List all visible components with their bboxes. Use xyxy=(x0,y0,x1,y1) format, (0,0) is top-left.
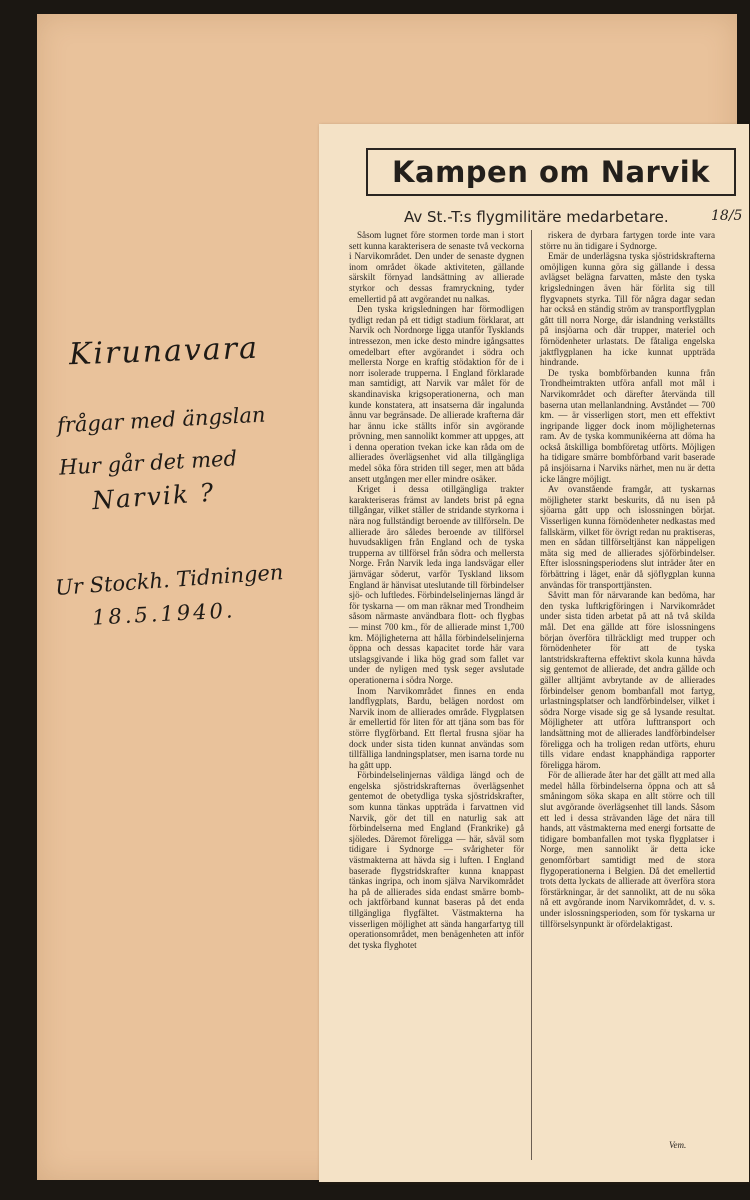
article-paragraph: riskera de dyrbara fartygen torde inte vara större nu än tidigare i Sydnorge. xyxy=(540,230,715,251)
article-paragraph: De tyska bombförbanden kunna från Trondheimtrakten utföra anfall mot mål i Narvikområdet och därefter återvända till baserna utan mellanlandning. Avståndet — 700 km. — är visserligen stort, men ett effektivt ingripande ligger dock inom möjligheternas ram. Av de tyska kommunikéerna att döma ha också åtskilliga bombföretag utförts. Möjligen ha tidigare smärre bombförband varit baserade på insjöisarna i Narviks närhet, men nu är detta icke längre möjligt. xyxy=(540,367,715,484)
byline: Av St.-T:s flygmilitäre medarbetare. xyxy=(404,208,669,226)
article-paragraph: För de allierade åter har det gällt att med alla medel hålla förbindelserna öppna och att så småningom söka skapa en allt större och till slut avgörande överlägsenhet till lands. Såsom ett led i dessa strävanden läge det nära till hands, att västmakterna med energi fortsatte de tidigare bombanfallen mot tyska flygplatser i Norge, men sannolikt är detta icke genomförbart samtidigt med de stora flygoperationerna i Belgien. Då det emellertid trots detta lyckats de allierade att överföra stora förstärkningar, är det sannolikt, att de nu söka nå ett avgörande inom Narvikområdet, d. v. s. under islossningsperioden, som för tyskarna ur tillförselsynpunkt är ofördelaktigast. xyxy=(540,770,715,929)
article-column-right xyxy=(540,230,715,929)
handwritten-note xyxy=(37,14,337,714)
article-paragraph: Kriget i dessa otillgängliga trakter karakteriseras främst av landets brist på egna tillgångar, vilket ställer de stridande styrkorna i nära nog fullständigt beroende av tillförseln. De allierade äro således beroende av tillförsel huvudsakligen från England och de tyska trupperna av tillförsel från södra och mellersta Norge. Från Narvik leda inga landsvägar eller järnvägar söderut, varför Tyskland liksom England är hänvisat uteslutande till förbindelser sjö- och luftledes. Förbindelselinjernas längd är för tyskarna — om man räknar med Trondheim såsom närmaste användbara flott- och flygbas — minst 700 km., för de allierade minst 1,700 km. Möjligheterna att hålla förbindelselinjerna öppna och dessas kapacitet torde här vara utslagsgivande i lika hög grad som fallet var under de nyligen med tysk seger avslutade operationerna i södra Norge. xyxy=(349,484,524,685)
archive-sheet xyxy=(37,14,743,1180)
headline: Kampen om Narvik xyxy=(392,155,710,189)
article-paragraph: Av ovanstående framgår, att tyskarnas möjligheter starkt beskurits, då nu isen på sjöarna gått upp och islossningen börjat. Visserligen kunna förnödenheter nedkastas med fallskärm, vilket för övrigt redan nu praktiseras, men en sådan tillförseltjänst kan näppeligen mäta sig med de allierades sjöförbindelser. Efter islossningsperiodens slut inträder åter en förbättring i läget, enär då sjöflygplan kunna användas för transporttjänsten. xyxy=(540,484,715,590)
handwritten-date-mark: 18/5 xyxy=(711,208,743,224)
handwritten-line: Hur går det med xyxy=(58,446,238,480)
article-paragraph: Förbindelselinjernas väldiga längd och de engelska sjöstridskrafternas överlägsenhet gentemot de obetydliga tyska sjöstridskrafter, som kunna tänkas uppträda i farvattnen vid Narvik, gör det till en naturlig sak att förbindelserna med England (Frankrike) gå sjöledes. Däremot föreligga — här, såväl som tidigare i Sydnorge — svårigheter för västmakterna att hävda sig i luften. I England baserade flygstridskrafter kunna knappast tänkas ingripa, och inom själva Narvikområdet ha på de allierades sida endast smärre bomb- och jaktförband kunnat baseras på det enda tillgängliga flygfältet. Västmakterna ha visserligen möjlighet att sända hangarfartyg till operationsområdet, men benägenheten att inför det tyska flyghotet xyxy=(349,770,524,950)
article-paragraph: Såvitt man för närvarande kan bedöma, har den tyska luftkrigföringen i Narvikområdet under sista tiden arbetat på att nå två skilda mål. Det ena gällde att före islossningens början överföra tillräckligt med trupper och förnödenheter för att de tyska lantstridskrafterna effektivt skola kunna hävda sig gentemot de allierade, det andra gällde och gäller alltjämt avbrytande av de allierades förbindelser genom bombanfall mot fartyg, urlastningsplatser och landförbindelser, vilket i södra Norge visade sig ge så lysande resultat. Möjligheter att utföra lufttransport och landsättning mot de allierades landförbindelser föreligga och ha troligen redan utförts, ehuru tills vidare endast knapphändiga rapporter föreligga härom. xyxy=(540,590,715,770)
handwritten-line: Kirunavara xyxy=(68,330,260,373)
headline-box xyxy=(366,148,736,196)
article-column-left xyxy=(349,230,524,950)
handwritten-line: frågar med ängslan xyxy=(56,402,266,438)
handwritten-source: Ur Stockh. Tidningen xyxy=(54,560,285,600)
newspaper-clipping xyxy=(319,124,749,1182)
author-signature: Vem. xyxy=(669,1140,687,1150)
article-paragraph: Den tyska krigsledningen har förmodligen tydligt redan på ett tidigt stadium förklarat, att Narvik och Nordnorge ligga utanför Tysklands intressezon, men icke desto mindre igångsattes omedelbart efter avgörandet i södra och mellersta Norge en kraftig stödaktion för de i norr isolerade trupperna. I England förklarade man samtidigt, att Narvik var målet för de skandinaviska krigsoperationerna, och man kunde konstatera, att insatserna där ingalunda ännu var begränsade. De allierade krafterna där har ännu icke ställts inför sin avgörande prövning, men sannolikt kommer att uppges, att i denna operation tvekan icke kan råda om de allierades överlägsenhet vid alla tillgängliga medel söka föra striden till seger, men att båda ansett utgången mer eller mindre osäker. xyxy=(349,304,524,484)
article-paragraph: Emär de underlägsna tyska sjöstridskrafterna omöjligen kunna göra sig gällande i dessa avlägset belägna farvatten, måste den tyska krigsledningen även här förlita sig till flygvapnets styrka. Till för några dagar sedan har också en ständig ström av transportflygplan gått till norra Norge, där islandning verkställts på insjöarna och där trupper, materiel och förnödenheter urlastats. De fåtaliga engelska jaktflygplanen ha icke kunnat uppträda hindrande. xyxy=(540,251,715,368)
column-divider xyxy=(531,230,532,1160)
article-paragraph: Såsom lugnet före stormen torde man i stort sett kunna karakterisera de senaste två veckorna i Narvikområdet. Den under de senaste dygnen inom området ökade aktiviteten, gällande särskilt förnyad landsättning av allierade styrkor och dessas framryckning, tyder emellertid på att avgörandet nu nalkas. xyxy=(349,230,524,304)
handwritten-date: 18.5.1940. xyxy=(91,598,237,630)
handwritten-line: Narvik ? xyxy=(91,477,217,516)
article-paragraph: Inom Narvikområdet finnes en enda landflygplats, Bardu, belägen nordost om Narvik inom de allierades område. Flygplatsen är emellertid för liten för att tjäna som bas för större flygförband. Ett flertal frusna sjöar ha dock under sista tiden kunnat användas som tillfälliga landningsplatser, men isarna torde nu ha gått upp. xyxy=(349,685,524,770)
